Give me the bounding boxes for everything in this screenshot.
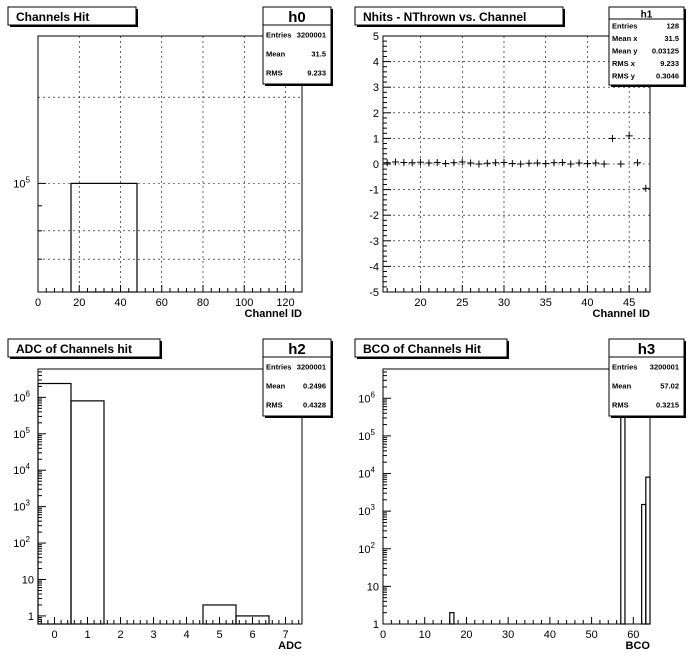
- plot-frame: [38, 36, 302, 292]
- y-tick-label: $10^2$: [358, 540, 375, 556]
- stats-key: RMS y: [612, 71, 635, 81]
- stats-value: 9.233: [660, 58, 679, 68]
- x-tick-label: 20: [73, 297, 86, 309]
- x-tick-label: 7: [282, 629, 289, 641]
- chart-title: Channels Hit: [16, 10, 90, 24]
- y-tick-label: $10^6$: [13, 389, 30, 405]
- x-tick-label: 0: [379, 629, 387, 641]
- panel-h2: [8, 339, 333, 652]
- stats-value: 128: [666, 21, 679, 31]
- x-tick-label: 20: [460, 629, 473, 641]
- y-tick-label: -1: [369, 184, 379, 197]
- y-tick-label: -3: [369, 235, 379, 248]
- y-tick-label: -2: [369, 210, 379, 223]
- x-tick-label: 80: [196, 297, 210, 309]
- stats-key: Entries: [266, 30, 292, 40]
- stats-key: RMS: [266, 400, 283, 410]
- y-tick-label: 3: [372, 82, 379, 95]
- x-tick-label: 40: [114, 297, 127, 309]
- y-tick-label: $10^5$: [13, 175, 30, 191]
- y-tick-label: 1: [372, 133, 379, 146]
- y-tick-label: $10^3$: [13, 498, 30, 514]
- x-tick-label: 35: [539, 297, 552, 309]
- stats-value: 0.2496: [303, 381, 326, 391]
- stats-key: Mean: [266, 49, 286, 59]
- y-tick-label: $10^4$: [13, 462, 30, 478]
- stats-value: 57.02: [660, 381, 679, 391]
- x-tick-label: 0: [51, 629, 58, 641]
- stats-value: 3200001: [649, 362, 679, 372]
- stats-key: Entries: [612, 362, 638, 372]
- stats-key: Mean: [612, 381, 632, 391]
- x-tick-label: 60: [155, 297, 168, 309]
- y-tick-label: $10^5$: [358, 427, 375, 443]
- stats-value: 3200001: [296, 362, 326, 372]
- y-tick-label: 1: [27, 610, 34, 623]
- panel-h0: [8, 7, 333, 320]
- y-tick-label: 1: [372, 619, 379, 631]
- x-tick-label: 100: [235, 297, 254, 309]
- chart-title: Nhits - NThrown vs. Channel: [363, 10, 527, 24]
- stats-value: 0.4328: [303, 400, 326, 410]
- x-axis-label: Channel ID: [592, 308, 650, 320]
- stats-value: 0.03125: [651, 46, 679, 56]
- y-tick-label: 2: [372, 107, 379, 120]
- x-tick-label: 60: [627, 629, 640, 641]
- y-tick-label: 4: [372, 56, 379, 69]
- stats-key: RMS x: [612, 58, 635, 68]
- stats-value: 0.3215: [656, 400, 679, 410]
- x-tick-label: 4: [183, 629, 190, 641]
- x-tick-label: 0: [34, 297, 42, 309]
- x-axis-label: BCO: [625, 640, 650, 652]
- stats-key: Entries: [266, 362, 292, 372]
- stats-key: RMS: [266, 68, 283, 78]
- y-tick-label: $10^6$: [358, 390, 375, 406]
- x-tick-label: 20: [414, 297, 427, 309]
- stats-key: Mean x: [612, 33, 638, 43]
- stats-name: h3: [637, 341, 656, 358]
- chart-title: BCO of Channels Hit: [363, 342, 482, 356]
- stats-value: 31.5: [664, 33, 679, 43]
- plot-frame: [38, 369, 302, 624]
- x-tick-label: 10: [418, 629, 431, 641]
- chart-title: ADC of Channels hit: [16, 342, 132, 356]
- y-tick-label: 10: [21, 574, 34, 587]
- stats-value: 0.3046: [656, 71, 679, 81]
- stats-value: 9.233: [307, 68, 326, 78]
- stats-name: h2: [288, 341, 306, 358]
- x-tick-label: 6: [249, 629, 256, 641]
- x-tick-label: 40: [581, 297, 594, 309]
- x-tick-label: 30: [502, 629, 515, 641]
- stats-key: Mean y: [612, 46, 638, 56]
- x-tick-label: 3: [150, 629, 157, 641]
- x-axis-label: Channel ID: [244, 308, 302, 320]
- x-tick-label: 40: [543, 629, 556, 641]
- x-tick-label: 1: [84, 629, 91, 641]
- x-tick-label: 120: [276, 297, 295, 309]
- y-tick-label: $10^5$: [13, 425, 30, 441]
- x-tick-label: 50: [585, 629, 598, 641]
- y-tick-label: 0: [372, 159, 379, 171]
- y-tick-label: 5: [372, 31, 379, 43]
- stats-name: h0: [288, 9, 306, 26]
- panel-h3: [355, 339, 686, 652]
- stats-key: Entries: [612, 21, 638, 31]
- stats-value: 31.5: [311, 49, 326, 59]
- x-tick-label: 30: [497, 297, 511, 309]
- y-tick-label: 10: [366, 581, 379, 594]
- stats-value: 3200001: [296, 30, 326, 40]
- y-tick-label: $10^3$: [358, 503, 375, 519]
- x-tick-label: 25: [456, 297, 469, 309]
- y-tick-label: $10^2$: [13, 535, 30, 551]
- x-tick-label: 2: [117, 629, 124, 641]
- panel-h1: [355, 7, 686, 320]
- stats-key: Mean: [266, 381, 286, 391]
- x-tick-label: 5: [216, 629, 223, 641]
- stats-name: h1: [640, 9, 653, 21]
- y-tick-label: $10^4$: [358, 465, 375, 481]
- stats-key: RMS: [612, 400, 629, 410]
- x-tick-label: 45: [623, 297, 636, 309]
- y-tick-label: -4: [369, 261, 379, 274]
- x-axis-label: ADC: [278, 640, 302, 652]
- y-tick-label: -5: [369, 287, 379, 299]
